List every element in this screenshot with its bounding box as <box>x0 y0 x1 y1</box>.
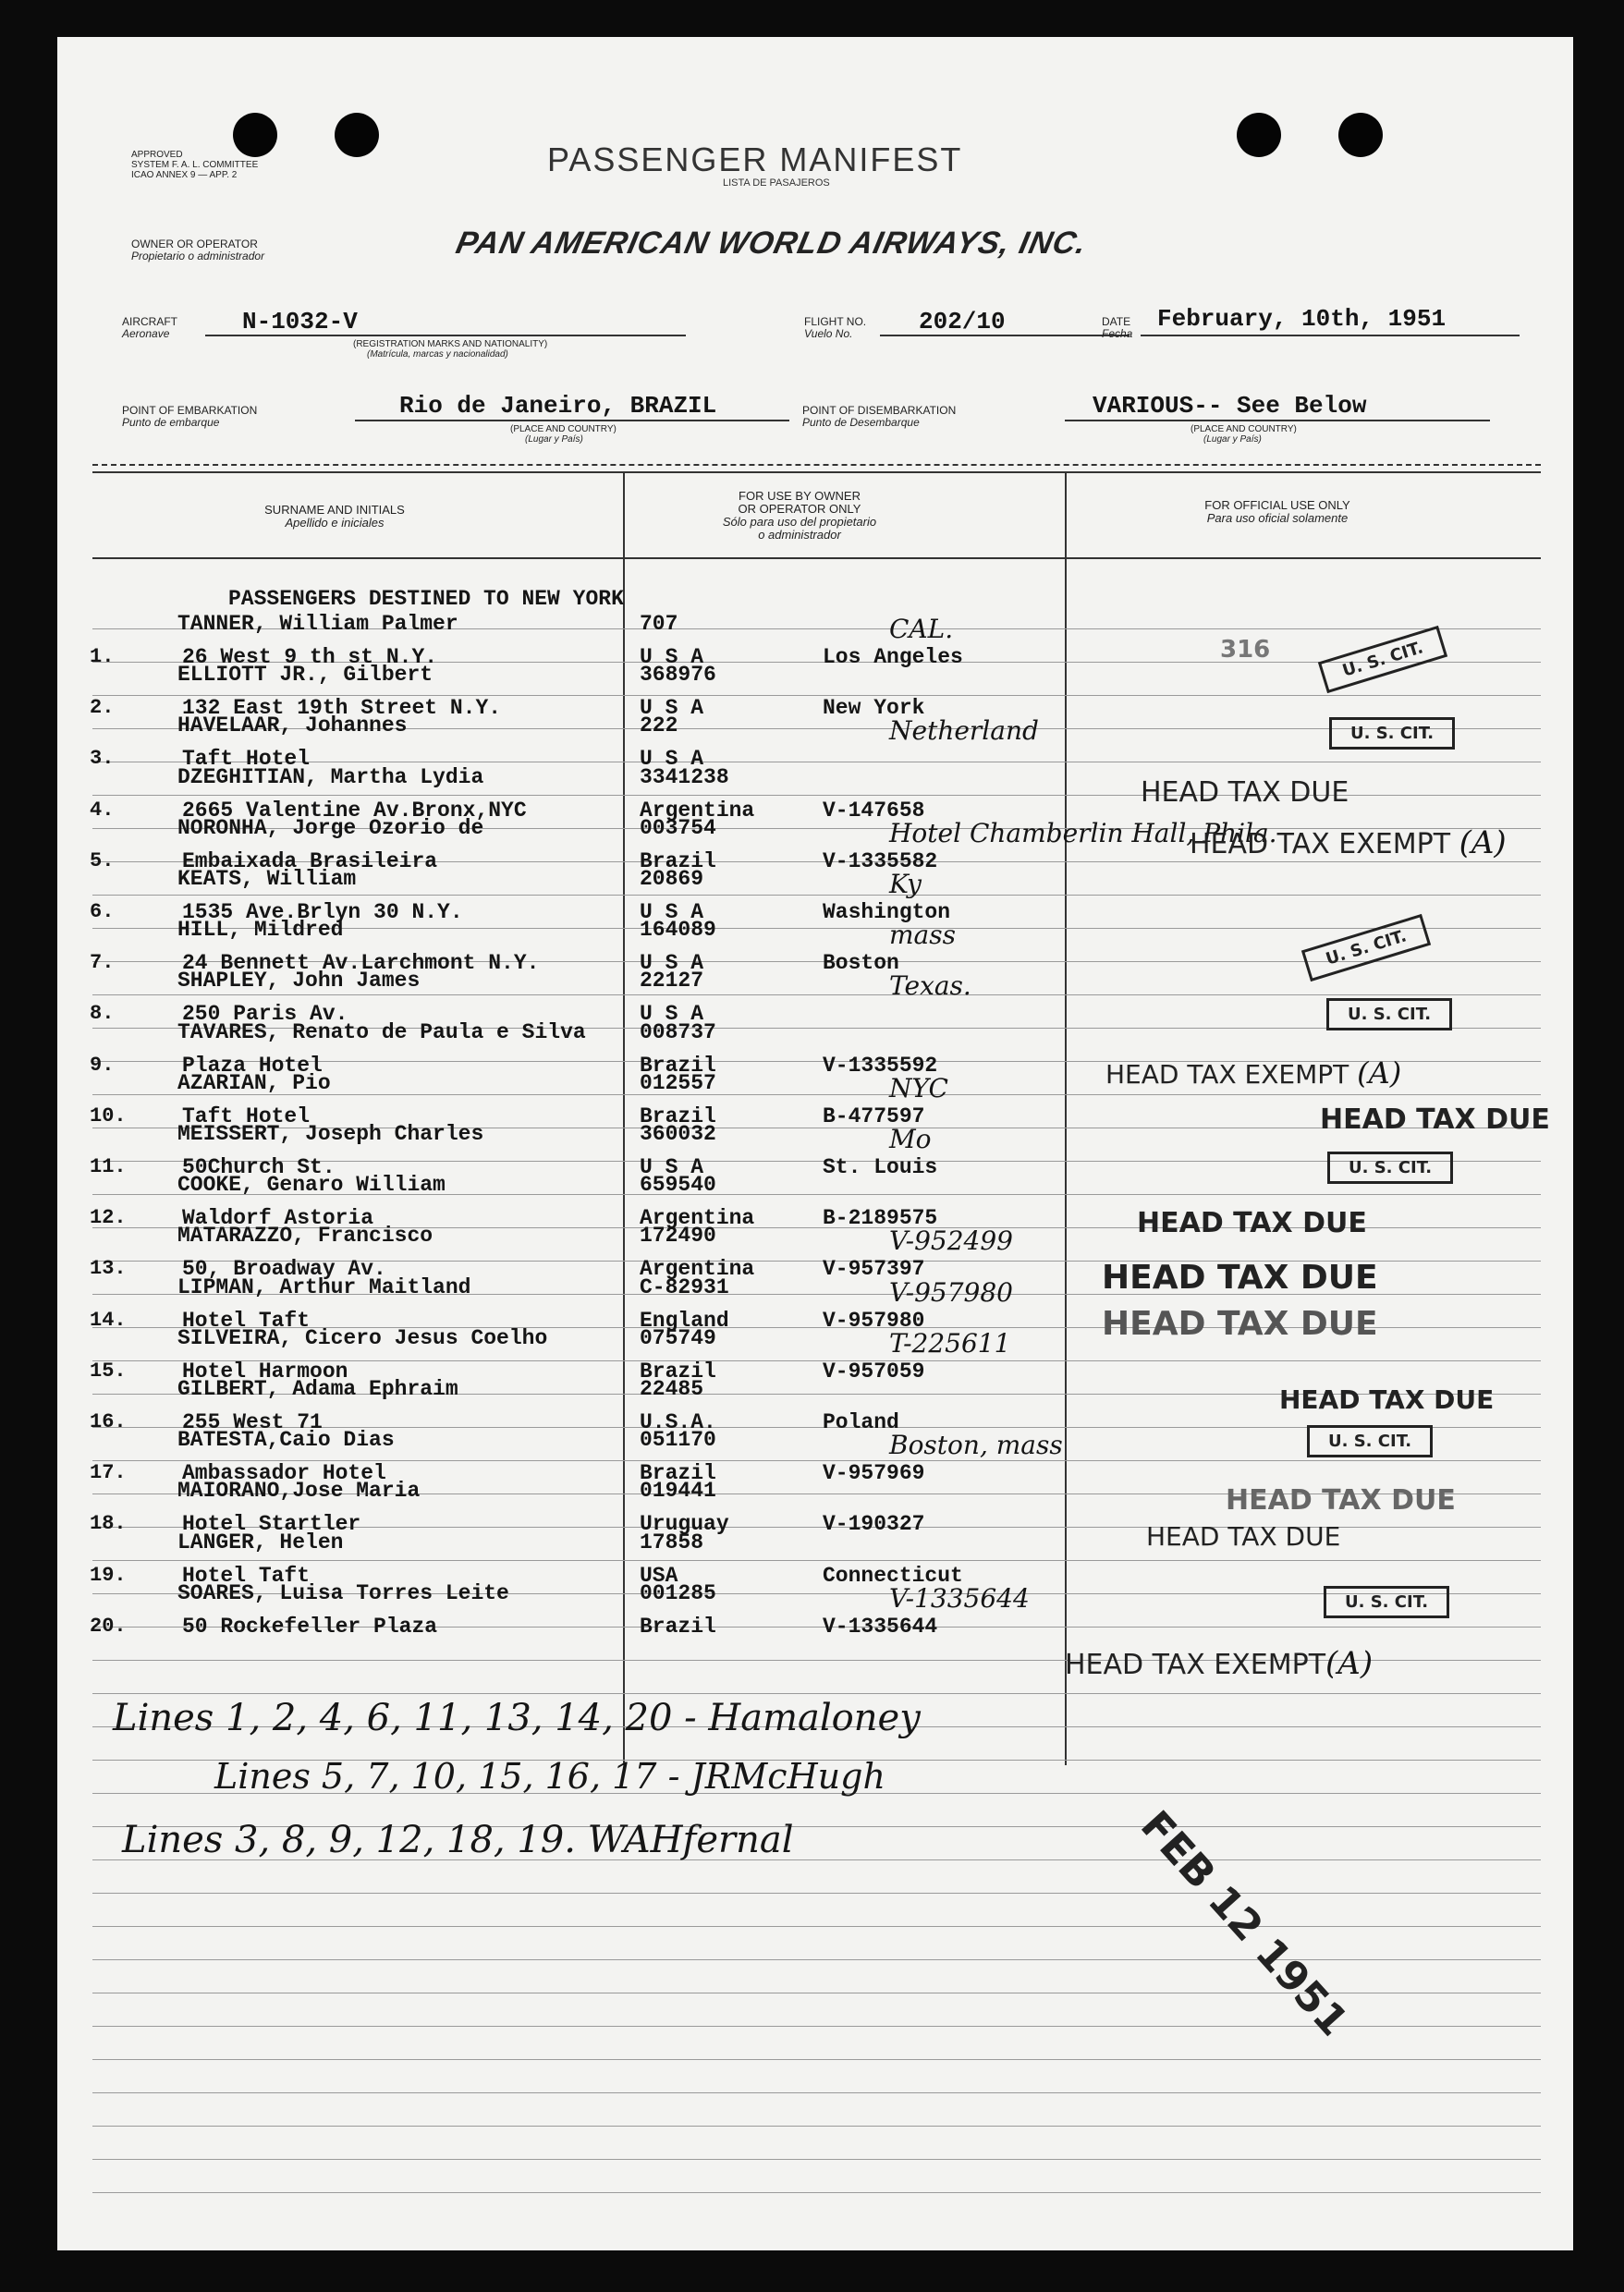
passenger-country: U S A <box>640 1002 704 1027</box>
flight-label: FLIGHT NO. <box>804 315 867 328</box>
count-stamp: 316 <box>1220 636 1271 664</box>
passenger-n: 5. <box>90 848 115 872</box>
embarkation-caption-spanish: (Lugar y País) <box>525 434 583 445</box>
passenger-name: HILL, Mildred <box>177 918 344 943</box>
owner-label-spanish: Propietario o administrador <box>131 250 265 262</box>
passenger-n: 1. <box>90 645 115 668</box>
ruled-line <box>92 895 1541 896</box>
passenger-dest: V-957969 <box>823 1461 925 1486</box>
passenger-dest: V-957980 <box>823 1308 925 1333</box>
passenger-name: LANGER, Helen <box>177 1530 344 1554</box>
passenger-n: 6. <box>90 900 115 923</box>
passenger-hand: Netherland <box>889 715 1039 747</box>
head-tax-due-stamp: HEAD TAX DUE <box>1102 1259 1378 1297</box>
passenger-num: 172490 <box>640 1224 716 1249</box>
passenger-dest: B-477597 <box>823 1103 925 1128</box>
passenger-num: 22127 <box>640 969 704 994</box>
embarkation-underline <box>355 420 789 421</box>
passenger-dest: V-957397 <box>823 1257 925 1282</box>
passenger-country: Argentina <box>640 1257 755 1282</box>
passenger-dest: St. Louis <box>823 1155 938 1179</box>
us-cit-stamp: U. S. CIT. <box>1329 717 1455 750</box>
passenger-dest: V-147658 <box>823 798 925 823</box>
passenger-country: USA <box>640 1563 678 1588</box>
signature-line: Lines 3, 8, 9, 12, 18, 19. WAHfernal <box>122 1819 794 1861</box>
header-rule <box>92 464 1541 466</box>
head-tax-exempt-stamp <box>1105 1055 1401 1091</box>
ruled-line <box>92 1893 1541 1894</box>
passenger-num: 659540 <box>640 1173 716 1198</box>
passenger-addr: Ambassador Hotel <box>182 1461 386 1486</box>
passenger-dest: Poland <box>823 1410 899 1434</box>
us-cit-stamp: U. S. CIT. <box>1318 626 1447 693</box>
head-tax-due-stamp: HEAD TAX DUE <box>1141 776 1349 809</box>
disembarkation-caption-spanish: (Lugar y País) <box>1203 434 1262 445</box>
destination-header: PASSENGERS DESTINED TO NEW YORK <box>228 587 624 611</box>
aircraft-caption: (REGISTRATION MARKS AND NATIONALITY) <box>353 339 548 349</box>
passenger-num: 360032 <box>640 1122 716 1146</box>
date-label-spanish: Fecha <box>1102 327 1133 340</box>
passenger-country: Brazil <box>640 1614 716 1639</box>
embarkation-label: POINT OF EMBARKATION <box>122 404 258 417</box>
passenger-country: Brazil <box>640 1461 716 1486</box>
passenger-hand: Texas. <box>889 970 971 1002</box>
date-value: February, 10th, 1951 <box>1157 305 1447 333</box>
passenger-n: 20. <box>90 1614 127 1638</box>
passenger-country: Brazil <box>640 848 716 873</box>
passenger-name: SHAPLEY, John James <box>177 969 421 994</box>
passenger-addr: 132 East 19th Street N.Y. <box>182 696 502 721</box>
passenger-name: GILBERT, Adama Ephraim <box>177 1377 458 1401</box>
manifest-sheet <box>57 37 1573 2250</box>
exempt-mark: (A) <box>1325 1645 1374 1682</box>
date-label: DATE <box>1102 315 1131 328</box>
passenger-name: BATESTA,Caio Dias <box>177 1428 395 1453</box>
passenger-name: ELLIOTT JR., Gilbert <box>177 663 433 688</box>
passenger-dest: V-190327 <box>823 1512 925 1537</box>
passenger-addr: Hotel Taft <box>182 1563 311 1588</box>
passenger-n: 8. <box>90 1002 115 1026</box>
passenger-num: 075749 <box>640 1325 716 1350</box>
passenger-addr: 255 West 71 <box>182 1410 323 1434</box>
column-header-text: Apellido e iniciales <box>285 516 385 530</box>
passenger-country: Brazil <box>640 1053 716 1078</box>
ruled-line <box>92 2159 1541 2160</box>
passenger-addr: 26 West 9 th st N.Y. <box>182 645 438 669</box>
column-header-text: OR OPERATOR ONLY <box>738 502 861 516</box>
passenger-addr: 50 Rockefeller Plaza <box>182 1614 438 1639</box>
owner-label: OWNER OR OPERATOR <box>131 238 258 250</box>
passenger-addr: Hotel Harmoon <box>182 1359 348 1384</box>
passenger-addr: 24 Bennett Av.Larchmont N.Y. <box>182 951 540 976</box>
head-tax-due-stamp: HEAD TAX DUE <box>1279 1384 1495 1415</box>
flight-value: 202/10 <box>919 308 1006 335</box>
passenger-country: U S A <box>640 1155 704 1179</box>
passenger-dest: V-957059 <box>823 1359 925 1384</box>
head-tax-exempt-stamp <box>1190 824 1507 861</box>
passenger-addr: Hotel Taft <box>182 1308 311 1333</box>
head-tax-due-stamp: HEAD TAX DUE <box>1146 1521 1341 1552</box>
approval-line: ICAO ANNEX 9 — APP. 2 <box>131 170 238 180</box>
header-rule <box>92 557 1541 559</box>
head-tax-exempt-text: HEAD TAX EXEMPT <box>1190 828 1451 860</box>
passenger-num: 012557 <box>640 1070 716 1095</box>
passenger-name: KEATS, William <box>177 867 357 891</box>
aircraft-label-spanish: Aeronave <box>122 327 170 340</box>
passenger-name: SILVEIRA, Cicero Jesus Coelho <box>177 1325 548 1350</box>
approval-block <box>131 150 258 180</box>
column-header-surname <box>140 504 529 530</box>
passenger-n: 4. <box>90 798 115 822</box>
passenger-name: NORONHA, Jorge Ozorio de <box>177 815 484 840</box>
passenger-country: Uruguay <box>640 1512 729 1537</box>
passenger-hand: Boston, mass <box>889 1430 1063 1461</box>
passenger-country: U S A <box>640 747 704 772</box>
head-tax-due-stamp: HEAD TAX DUE <box>1226 1484 1456 1517</box>
passenger-num: 222 <box>640 713 678 738</box>
passenger-addr: 2665 Valentine Av.Bronx,NYC <box>182 798 527 823</box>
disembarkation-underline <box>1065 420 1490 421</box>
passenger-n: 19. <box>90 1563 127 1587</box>
header-rule <box>92 471 1541 473</box>
punch-hole <box>1237 113 1281 157</box>
us-cit-stamp: U. S. CIT. <box>1307 1425 1433 1457</box>
column-divider <box>623 471 625 1765</box>
signature-line: Lines 1, 2, 4, 6, 11, 13, 14, 20 - Hamaloney <box>113 1697 921 1739</box>
head-tax-exempt-stamp <box>1065 1645 1373 1682</box>
passenger-num: 051170 <box>640 1428 716 1453</box>
passenger-name: HAVELAAR, Johannes <box>177 713 408 738</box>
column-header-text: FOR OFFICIAL USE ONLY <box>1204 498 1350 512</box>
head-tax-exempt-text: HEAD TAX EXEMPT <box>1065 1649 1326 1681</box>
passenger-num: 164089 <box>640 918 716 943</box>
passenger-name: DZEGHITIAN, Martha Lydia <box>177 764 484 789</box>
passenger-hand: Hotel Chamberlin Hall, Phila. <box>889 817 1277 848</box>
head-tax-due-stamp: HEAD TAX DUE <box>1320 1103 1550 1136</box>
page-title-spanish: LISTA DE PASAJEROS <box>723 177 830 189</box>
passenger-hand: T-225611 <box>889 1327 1011 1359</box>
disembarkation-value: VARIOUS-- See Below <box>1093 392 1367 420</box>
passenger-dest: New York <box>823 696 925 721</box>
flight-label-spanish: Vuelo No. <box>804 327 853 340</box>
passenger-country: U S A <box>640 645 704 669</box>
passenger-num: 003754 <box>640 815 716 840</box>
embarkation-label-spanish: Punto de embarque <box>122 416 220 429</box>
ruled-line <box>92 2192 1541 2193</box>
passenger-addr: Taft Hotel <box>182 1103 311 1128</box>
passenger-country: Brazil <box>640 1103 716 1128</box>
passenger-hand: mass <box>889 920 956 951</box>
passenger-addr: Plaza Hotel <box>182 1053 323 1078</box>
passenger-n: 16. <box>90 1410 127 1433</box>
passenger-country: U.S.A. <box>640 1410 716 1434</box>
passenger-hand: Mo <box>889 1124 932 1154</box>
passenger-num: 22485 <box>640 1377 704 1401</box>
ruled-line <box>92 2059 1541 2060</box>
passenger-name: COOKE, Genaro William <box>177 1173 446 1198</box>
passenger-n: 10. <box>90 1103 127 1128</box>
aircraft-label: AIRCRAFT <box>122 315 177 328</box>
passenger-n: 2. <box>90 696 115 720</box>
signature-line: Lines 5, 7, 10, 15, 16, 17 - JRMcHugh <box>214 1756 885 1797</box>
passenger-n: 12. <box>90 1206 127 1230</box>
embarkation-value: Rio de Janeiro, BRAZIL <box>399 392 717 420</box>
passenger-dest: Boston <box>823 951 899 976</box>
passenger-name: TANNER, William Palmer <box>177 612 458 636</box>
passenger-name: AZARIAN, Pio <box>177 1070 331 1095</box>
disembarkation-label: POINT OF DISEMBARKATION <box>802 404 957 417</box>
passenger-dest: Connecticut <box>823 1563 963 1588</box>
received-date-stamp: FEB 12 1951 <box>1131 1802 1358 2046</box>
passenger-num: 008737 <box>640 1019 716 1044</box>
column-header-text: Para uso oficial solamente <box>1206 511 1349 525</box>
passenger-hand: Ky <box>889 869 922 899</box>
page-title: PASSENGER MANIFEST <box>547 140 963 178</box>
passenger-name: MATARAZZO, Francisco <box>177 1224 433 1249</box>
ruled-line <box>92 1560 1541 1561</box>
ruled-line <box>92 1959 1541 1960</box>
approval-line: APPROVED <box>131 150 183 160</box>
passenger-dest: V-1335582 <box>823 848 938 873</box>
passenger-n: 11. <box>90 1155 127 1178</box>
punch-hole <box>335 113 379 157</box>
ruled-line <box>92 1926 1541 1927</box>
head-tax-due-stamp: HEAD TAX DUE <box>1137 1207 1367 1239</box>
column-header-text: SURNAME AND INITIALS <box>264 503 405 517</box>
passenger-hand: NYC <box>889 1072 948 1103</box>
ruled-line <box>92 994 1541 995</box>
passenger-country: England <box>640 1308 729 1333</box>
passenger-country: U S A <box>640 696 704 721</box>
head-tax-due-stamp: HEAD TAX DUE <box>1102 1305 1378 1343</box>
ruled-line <box>92 2092 1541 2093</box>
approval-line: SYSTEM F. A. L. COMMITTEE <box>131 160 259 170</box>
passenger-n: 14. <box>90 1308 127 1332</box>
passenger-name: SOARES, Luisa Torres Leite <box>177 1580 509 1605</box>
passenger-n: 13. <box>90 1257 127 1281</box>
ruled-line <box>92 2126 1541 2127</box>
passenger-n: 18. <box>90 1512 127 1536</box>
punch-hole <box>1338 113 1383 157</box>
passenger-num: 20869 <box>640 867 704 891</box>
passenger-name: TAVARES, Renato de Paula e Silva <box>177 1019 586 1044</box>
passenger-country: Argentina <box>640 1206 755 1231</box>
passenger-country: U S A <box>640 900 704 924</box>
passenger-dest: B-2189575 <box>823 1206 938 1231</box>
column-header-text: FOR USE BY OWNER <box>739 489 861 503</box>
passenger-addr: 1535 Ave.Brlyn 30 N.Y. <box>182 900 463 924</box>
head-tax-exempt-text: HEAD TAX EXEMPT <box>1105 1059 1349 1090</box>
ruled-line <box>92 1693 1541 1694</box>
passenger-hand: V-1335644 <box>889 1582 1030 1614</box>
column-header-text: Sólo para uso del propietario <box>722 515 877 529</box>
exempt-mark: (A) <box>1357 1055 1402 1091</box>
passenger-hand: CAL. <box>889 614 954 644</box>
column-header-operator <box>629 490 971 542</box>
aircraft-value: N-1032-V <box>242 308 358 335</box>
passenger-n: 9. <box>90 1053 115 1077</box>
passenger-country: Argentina <box>640 798 755 823</box>
passenger-dest: V-1335592 <box>823 1053 938 1078</box>
column-header-text: o administrador <box>758 528 841 542</box>
passenger-num: 3341238 <box>640 764 729 789</box>
us-cit-stamp: U. S. CIT. <box>1327 1152 1453 1184</box>
airline-name: PAN AMERICAN WORLD AIRWAYS, INC. <box>453 226 1091 261</box>
passenger-name: MEISSERT, Joseph Charles <box>177 1122 484 1146</box>
passenger-n: 17. <box>90 1461 127 1485</box>
passenger-addr: 50, Broadway Av. <box>182 1257 386 1282</box>
aircraft-caption-spanish: (Matrícula, marcas y nacionalidad) <box>367 349 508 360</box>
date-underline <box>1141 335 1520 336</box>
passenger-addr: 50Church St. <box>182 1155 336 1179</box>
passenger-name: LIPMAN, Arthur Maitland <box>177 1274 471 1299</box>
passenger-dest: Washington <box>823 900 951 924</box>
passenger-n: 15. <box>90 1359 127 1383</box>
passenger-addr: Embaixada Brasileira <box>182 848 438 873</box>
passenger-num: 019441 <box>640 1479 716 1504</box>
passenger-addr: 250 Paris Av. <box>182 1002 348 1027</box>
us-cit-stamp: U. S. CIT. <box>1326 998 1452 1030</box>
passenger-hand: V-957980 <box>889 1276 1013 1308</box>
passenger-hand: V-952499 <box>889 1225 1013 1257</box>
column-header-official <box>1074 499 1481 525</box>
passenger-dest: Los Angeles <box>823 645 963 669</box>
exempt-mark: (A) <box>1459 824 1507 861</box>
passenger-n: 7. <box>90 951 115 975</box>
passenger-num: 707 <box>640 612 678 636</box>
passenger-num: 17858 <box>640 1530 704 1554</box>
column-divider <box>1065 471 1067 1765</box>
passenger-country: Brazil <box>640 1359 716 1384</box>
disembarkation-caption: (PLACE AND COUNTRY) <box>1191 424 1297 434</box>
passenger-num: C-82931 <box>640 1274 729 1299</box>
passenger-num: 368976 <box>640 663 716 688</box>
passenger-addr: Waldorf Astoria <box>182 1206 374 1231</box>
disembarkation-label-spanish: Punto de Desembarque <box>802 416 920 429</box>
passenger-addr: Taft Hotel <box>182 747 311 772</box>
passenger-dest: V-1335644 <box>823 1614 938 1639</box>
passenger-n: 3. <box>90 747 115 771</box>
passenger-addr: Hotel Startler <box>182 1512 361 1537</box>
us-cit-stamp: U. S. CIT. <box>1324 1586 1449 1618</box>
passenger-country: U S A <box>640 951 704 976</box>
passenger-num: 001285 <box>640 1580 716 1605</box>
embarkation-caption: (PLACE AND COUNTRY) <box>510 424 617 434</box>
passenger-name: MAIORANO,Jose Maria <box>177 1479 421 1504</box>
us-cit-stamp: U. S. CIT. <box>1301 914 1431 981</box>
